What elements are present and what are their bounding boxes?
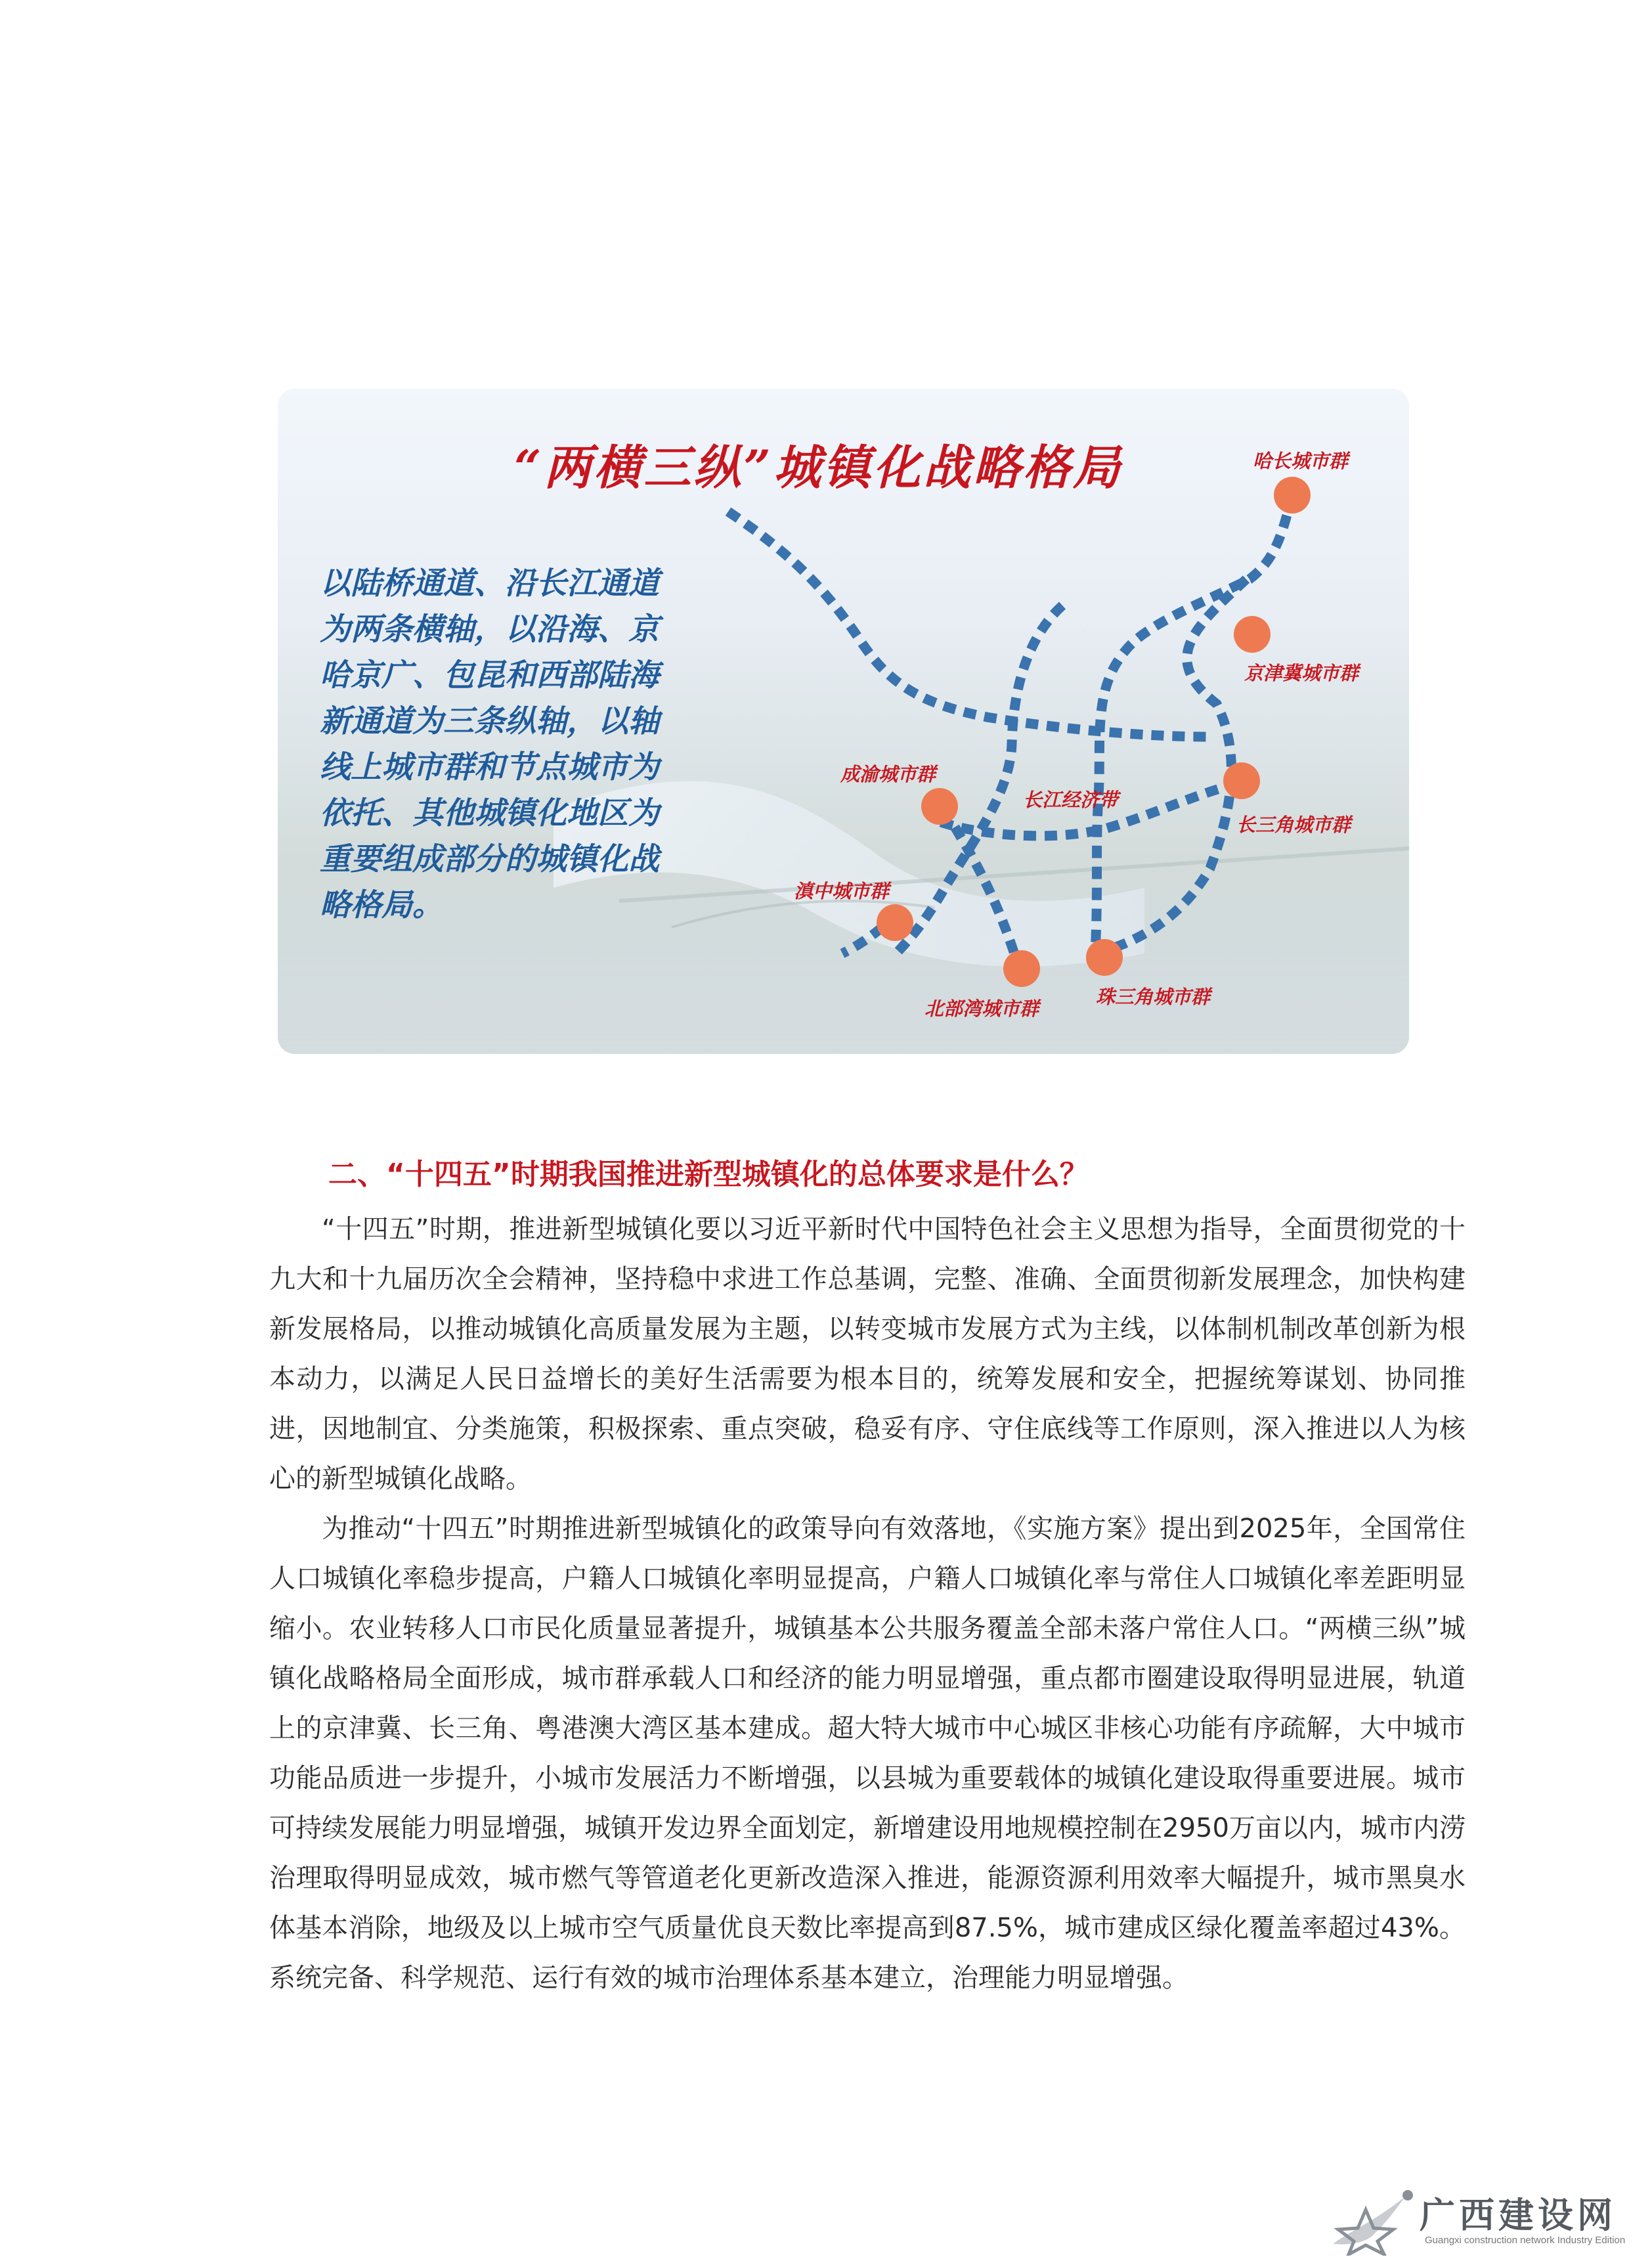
strategy-map-figure	[278, 389, 1409, 1054]
city-label-harbin-changchun: 哈长城市群	[1253, 451, 1349, 472]
yangtze-belt-label: 长江经济带	[1023, 790, 1119, 811]
paragraph: “十四五”时期，推进新型城镇化要以习近平新时代中国特色社会主义思想为指导，全面贯彻党的十九大和十九届历次全会精神，坚持稳中求进工作总基调，完整、准确、全面贯彻新发展理念，加快构建新发展格局，以推动城镇化高质量发展为主题，以转变城市发展方式为主线，以体制机制改革创新为根本动力，以满足人民日益增长的美好生活需要为根本目的，统筹发展和安全，把握统筹谋划、协同推进，因地制宜、分类施策，积极探索、重点突破，稳妥有序、守住底线等工作原则，深入推进以人为核心的新型城镇化战略。	[269, 1214, 1466, 1494]
city-label-yangtze-delta: 长三角城市群	[1236, 815, 1351, 836]
city-dot-harbin-changchun	[1274, 477, 1311, 514]
figure-description: 以陆桥通道、沿长江通道为两条横轴，以沿海、京哈京广、包昆和西部陆海新通道为三条纵轴，以轴线上城市群和节点城市为依托、其他城镇化地区为重要组成部分的城镇化战略格局。	[320, 565, 659, 923]
city-dot-chengyu	[921, 788, 958, 825]
logo-name: 广西建设网	[1420, 2194, 1617, 2236]
route-harbin-line	[1095, 495, 1292, 953]
city-label-pearl-delta: 珠三角城市群	[1096, 987, 1211, 1008]
figure-title: “两横三纵”城镇化战略格局	[514, 439, 1123, 495]
body-text	[269, 1204, 1466, 2003]
route-coast-line	[1095, 579, 1246, 953]
site-logo	[1326, 2183, 1648, 2256]
city-dot-jingjinji	[1234, 616, 1271, 653]
paragraph: 为推动“十四五”时期推进新型城镇化的政策导向有效落地，《实施方案》提出到2025年，全国常住人口城镇化率稳步提高，户籍人口城镇化率明显提高，户籍人口城镇化率与常住人口城镇化率差距明显缩小。农业转移人口市民化质量显著提升，城镇基本公共服务覆盖全部未落户常住人口。“两横三纵”城镇化战略格局全面形成，城市群承载人口和经济的能力明显增强，重点都市圈建设取得明显进展，轨道上的京津冀、长三角、粤港澳大湾区基本建成。超大特大城市中心城区非核心功能有序疏解，大中城市功能品质进一步提升，小城市发展活力不断增强，以县城为重要载体的城镇化建设取得重要进展。城市可持续发展能力明显增强，城镇开发边界全面划定，新增建设用地规模控制在2950万亩以内，城市内涝治理取得明显成效，城市燃气等管道老化更新改造深入推进，能源资源利用效率大幅提升，城市黑臭水体基本消除，地级及以上城市空气质量优良天数比率提高到87.5%，城市建成区绿化覆盖率超过43%。系统完备、科学规范、运行有效的城市治理体系基本建立，治理能力明显增强。	[269, 1514, 1466, 1993]
city-dot-beibu-gulf	[1003, 950, 1040, 987]
city-label-jingjinji: 京津冀城市群	[1244, 663, 1359, 684]
route-land-bridge	[728, 512, 1210, 737]
city-label-dianzhong: 滇中城市群	[794, 881, 890, 902]
city-dot-pearl-delta	[1086, 939, 1123, 976]
logo-subtitle: Guangxi construction network Industry Edition	[1425, 2235, 1626, 2246]
city-dot-yangtze-delta	[1223, 762, 1260, 799]
city-label-chengyu: 成渝城市群	[840, 764, 936, 785]
star-logo-icon	[1326, 2183, 1418, 2256]
city-dot-dianzhong	[877, 904, 913, 941]
section-heading: 二、“十四五”时期我国推进新型城镇化的总体要求是什么？	[328, 1158, 1089, 1191]
city-label-beibu-gulf: 北部湾城市群	[924, 999, 1039, 1020]
route-map	[278, 389, 1409, 1054]
